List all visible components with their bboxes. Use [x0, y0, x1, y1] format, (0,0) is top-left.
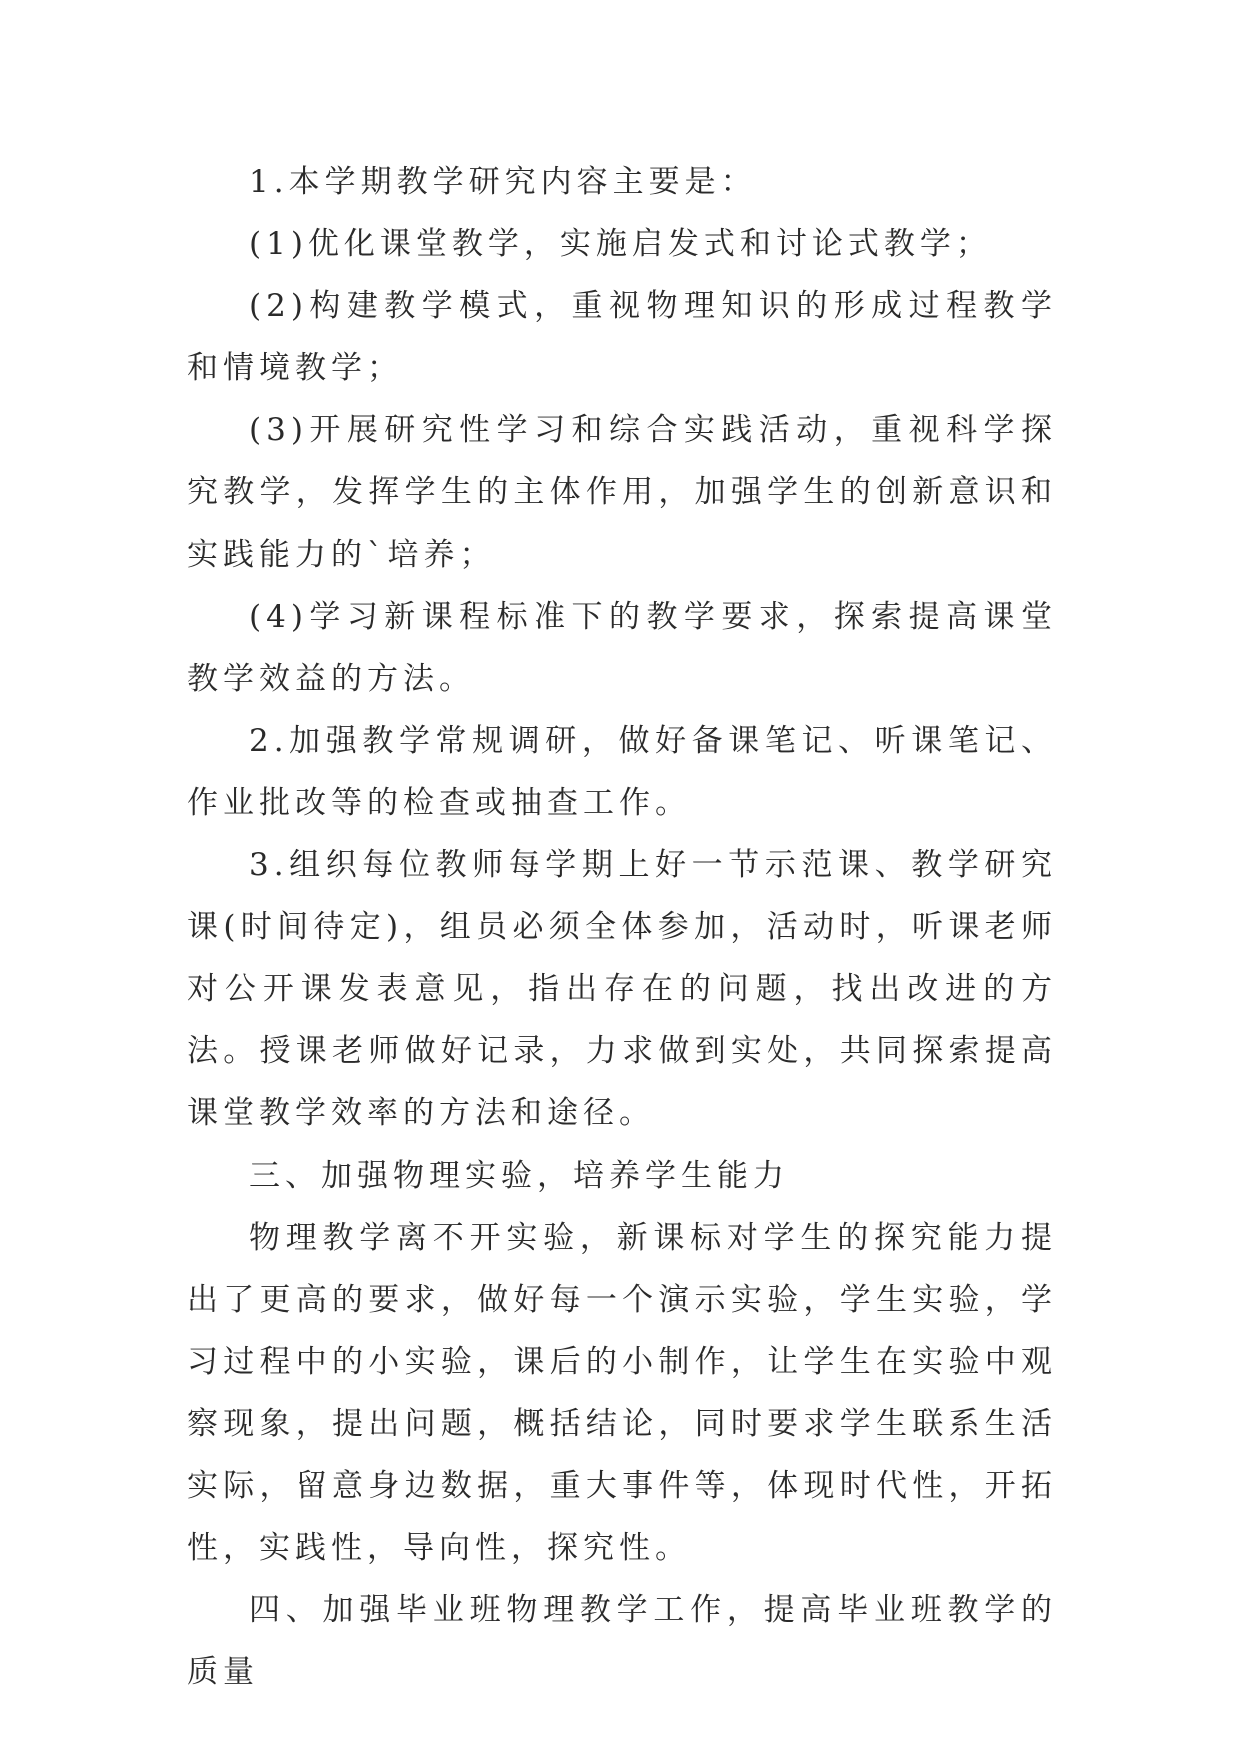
paragraph-item-2: (2)构建教学模式，重视物理知识的形成过程教学和情境教学；: [187, 288, 1057, 387]
paragraph-experiments: 物理教学离不开实验，新课标对学生的探究能力提出了更高的要求，做好每一个演示实验，学生实验，学习过程中的小实验，课后的小制作，让学生在实验中观察现象，提出问题，概括结论，同时要求学生联系生活实际，留意身边数据，重大事件等，体现时代性，开拓性，实践性，导向性，探究性。: [187, 1219, 1057, 1567]
paragraph-demo-lessons: 3.组织每位教师每学期上好一节示范课、教学研究课(时间待定)，组员必须全体参加，活动时，听课老师对公开课发表意见，指出存在的问题，找出改进的方法。授课老师做好记录，力求做到实处，共同探索提高课堂教学效率的方法和途径。: [187, 847, 1057, 1132]
paragraph-item-3: (3)开展研究性学习和综合实践活动，重视科学探究教学，发挥学生的主体作用，加强学生的创新意识和实践能力的`培养；: [187, 412, 1057, 573]
paragraph-item-4: (4)学习新课程标准下的教学要求，探索提高课堂教学效益的方法。: [187, 598, 1057, 697]
section-heading-experiments: 三、加强物理实验，培养学生能力: [249, 1157, 789, 1194]
paragraph-item-1: (1)优化课堂教学，实施启发式和讨论式教学；: [249, 226, 992, 263]
document-body: [187, 151, 1057, 1703]
paragraph-routine-research: 2.加强教学常规调研，做好备课笔记、听课笔记、作业批改等的检查或抽查工作。: [187, 722, 1057, 821]
paragraph-research-content: 1.本学期教学研究内容主要是：: [249, 164, 757, 200]
section-heading-graduating-class: 四、加强毕业班物理教学工作，提高毕业班教学的质量: [187, 1592, 1057, 1691]
